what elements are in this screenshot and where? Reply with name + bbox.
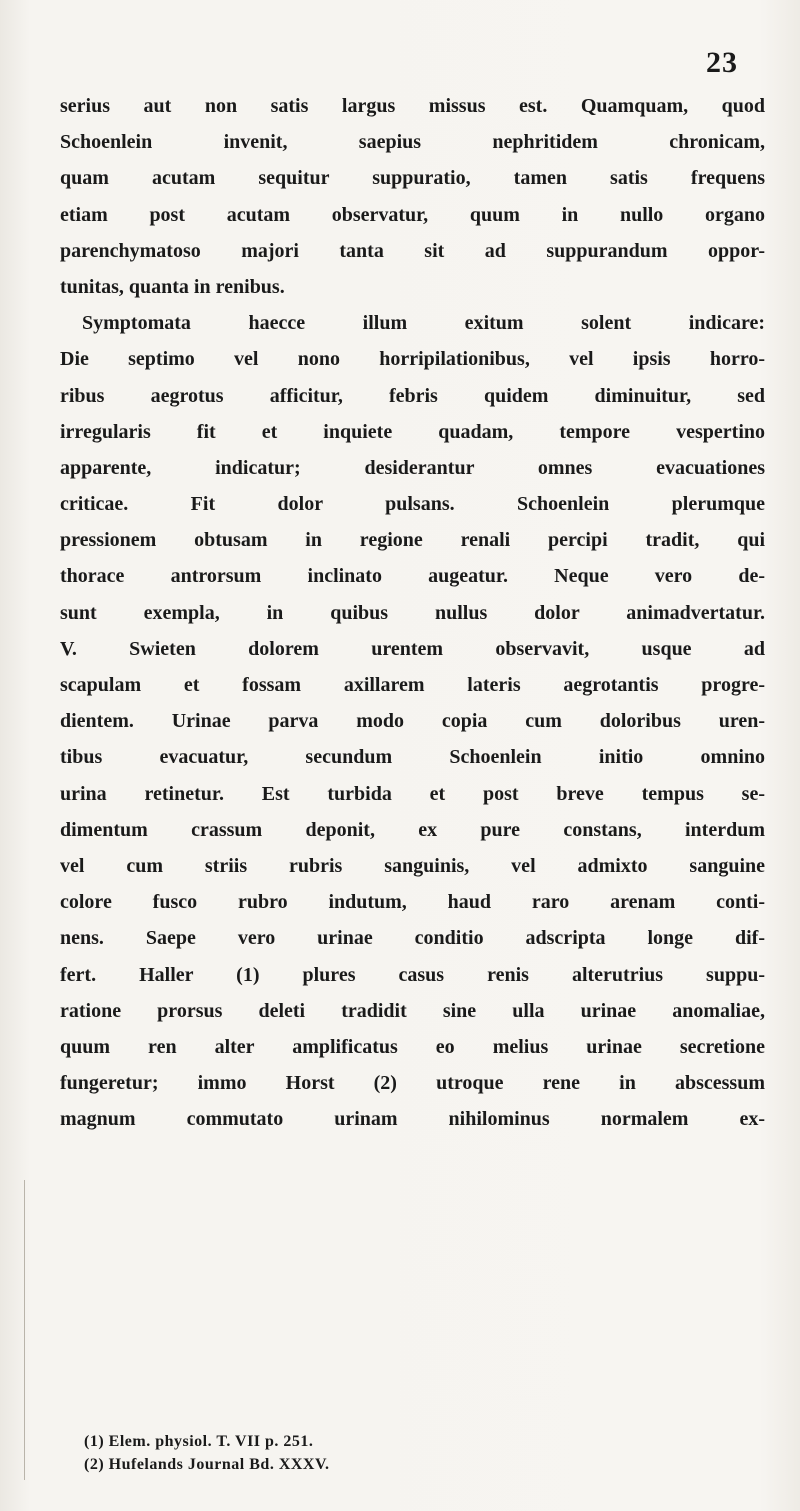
footnote: (2) Hufelands Journal Bd. XXXV.: [84, 1456, 330, 1473]
text-line: apparente, indicatur; desiderantur omnes evacuationes: [60, 456, 765, 479]
text-line: quam acutam sequitur suppuratio, tamen satis frequens: [60, 167, 765, 190]
text-line: vel cum striis rubris sanguinis, vel admixto sanguine: [60, 854, 765, 877]
text-line: ribus aegrotus afficitur, febris quidem diminuitur, sed: [60, 384, 765, 407]
text-line: Die septimo vel nono horripilationibus, vel ipsis horro-: [60, 348, 765, 371]
text-line: irregularis fit et inquiete quadam, tempore vespertino: [60, 420, 765, 443]
text-line: sunt exempla, in quibus nullus dolor animadvertatur.: [60, 601, 765, 624]
text-line: pressionem obtusam in regione renali percipi tradit, qui: [60, 529, 765, 552]
text-line: etiam post acutam observatur, quum in nullo organo: [60, 203, 765, 226]
page-edge-line: [24, 1180, 25, 1480]
text-line: V. Swieten dolorem urentem observavit, usque ad: [60, 637, 765, 660]
text-line: parenchymatoso majori tanta sit ad suppurandum oppor-: [60, 239, 765, 262]
text-line: colore fusco rubro indutum, haud raro arenam conti-: [60, 891, 765, 914]
text-line: tibus evacuatur, secundum Schoenlein initio omnino: [60, 746, 765, 769]
text-line: magnum commutato urinam nihilominus normalem ex-: [60, 1108, 765, 1131]
footnote: (1) Elem. physiol. T. VII p. 251.: [84, 1433, 314, 1450]
page-number: 23: [706, 46, 738, 79]
text-line: fungeretur; immo Horst (2) utroque rene in abscessum: [60, 1072, 765, 1095]
text-line: criticae. Fit dolor pulsans. Schoenlein plerumque: [60, 493, 765, 516]
text-line: dimentum crassum deponit, ex pure constans, interdum: [60, 818, 765, 841]
text-line: fert. Haller (1) plures casus renis alterutrius suppu-: [60, 963, 765, 986]
text-line: thorace antrorsum inclinato augeatur. Neque vero de-: [60, 565, 765, 588]
text-line: Schoenlein invenit, saepius nephritidem chronicam,: [60, 131, 765, 154]
footnotes: [84, 1430, 724, 1476]
text-line: Symptomata haecce illum exitum solent indicare:: [82, 312, 765, 335]
text-line: ratione prorsus deleti tradidit sine ulla urinae anomaliae,: [60, 999, 765, 1022]
text-line: nens. Saepe vero urinae conditio adscripta longe dif-: [60, 927, 765, 950]
text-line: scapulam et fossam axillarem lateris aegrotantis progre-: [60, 674, 765, 696]
text-line: quum ren alter amplificatus eo melius urinae secretione: [60, 1035, 765, 1058]
text-line: urina retinetur. Est turbida et post breve tempus se-: [60, 782, 765, 805]
text-line: tunitas, quanta in renibus.: [60, 275, 285, 298]
text-line: serius aut non satis largus missus est. Quamquam, quod: [60, 95, 765, 117]
body-text: [60, 88, 765, 1137]
text-line: dientem. Urinae parva modo copia cum doloribus uren-: [60, 710, 765, 733]
